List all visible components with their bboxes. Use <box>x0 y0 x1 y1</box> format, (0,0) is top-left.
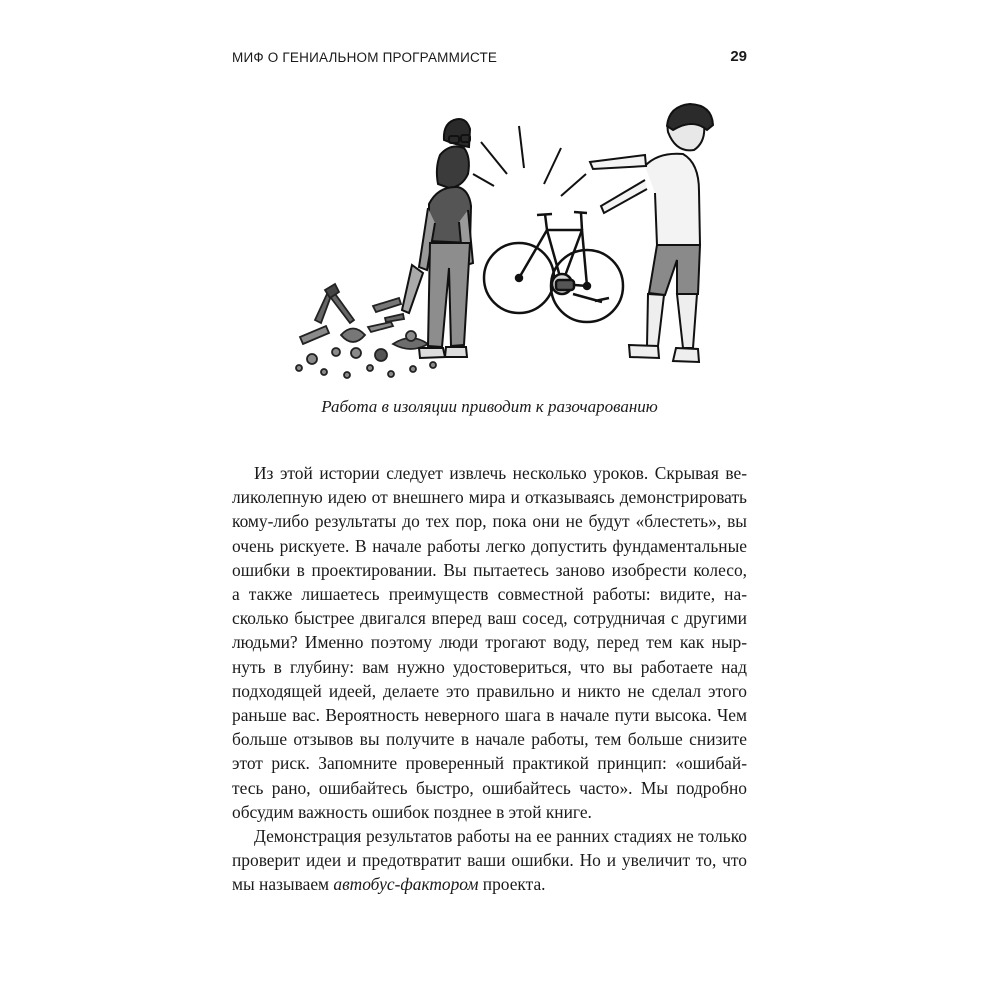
person-right <box>590 104 713 362</box>
paragraph-line <box>232 872 747 896</box>
paragraph-line: тесь рано, ошибайтесь быстро, ошибайтесь часто». Мы подробно <box>232 777 747 798</box>
paragraph-line: сколько быстрее двигался вперед ваш сосед, сотрудничая с другими <box>232 608 747 629</box>
paragraph-text: проекта. <box>478 874 546 895</box>
paragraph-line: очень рискуете. В начале работы легко допустить фундаментальные <box>232 535 747 556</box>
paragraph-line: ликолепную идею от внешнего мира и отказываясь демонстрировать <box>232 487 747 508</box>
running-title: МИФ О ГЕНИАЛЬНОМ ПРОГРАММИСТЕ <box>232 50 498 65</box>
paragraph-line: этот риск. Запомните проверенный практикой принцип: «ошибай- <box>232 753 747 774</box>
paragraph-line: ошибки в проектировании. Вы пытаетесь заново изобрести колесо, <box>232 559 747 580</box>
paragraph-line: больше отзывов вы получите в начале работы, тем больше снизите <box>232 729 747 750</box>
bicycle-illustration <box>273 100 723 390</box>
page-number: 29 <box>730 48 747 65</box>
running-head <box>232 47 747 71</box>
emphasized-term: автобус-фактором <box>333 874 479 895</box>
figure-caption: Работа в изоляции приводит к разочарованию <box>321 397 658 416</box>
illustration <box>273 100 723 390</box>
highlight-rays <box>473 126 586 196</box>
person-left <box>402 119 473 358</box>
paragraph-text: мы называем <box>232 874 334 895</box>
paragraph-2 <box>232 824 747 897</box>
paragraph-line: нуть в глубину: вам нужно удостовериться, что вы работаете над <box>232 656 747 677</box>
body-text <box>232 461 747 897</box>
paragraph-line: а также лишаетесь преимуществ совместной работы: видите, на- <box>232 584 747 605</box>
paragraph-line: Демонстрация результатов работы на ее ранних стадиях не только <box>254 826 747 847</box>
paragraph-1 <box>232 461 747 824</box>
paragraph-line: раньше вас. Вероятность неверного шага в начале пути высока. Чем <box>232 705 747 726</box>
paragraph-line: подходящей идеей, делаете это правильно и никто не сделал этого <box>232 680 747 701</box>
paragraph-line: обсудим важность ошибок позднее в этой книге. <box>232 801 592 822</box>
paragraph-line: Из этой истории следует извлечь несколько уроков. Скрывая ве- <box>254 463 747 483</box>
paragraph-line: кому-либо результаты до тех пор, пока они не будут «блестеть», вы <box>232 511 747 532</box>
paragraph-line: людьми? Именно поэтому люди трогают воду, перед тем как ныр- <box>232 632 747 653</box>
bicycle <box>484 212 623 322</box>
paragraph-line: проверит идеи и предотвратит ваши ошибки. Но и увеличит то, что <box>232 850 747 871</box>
